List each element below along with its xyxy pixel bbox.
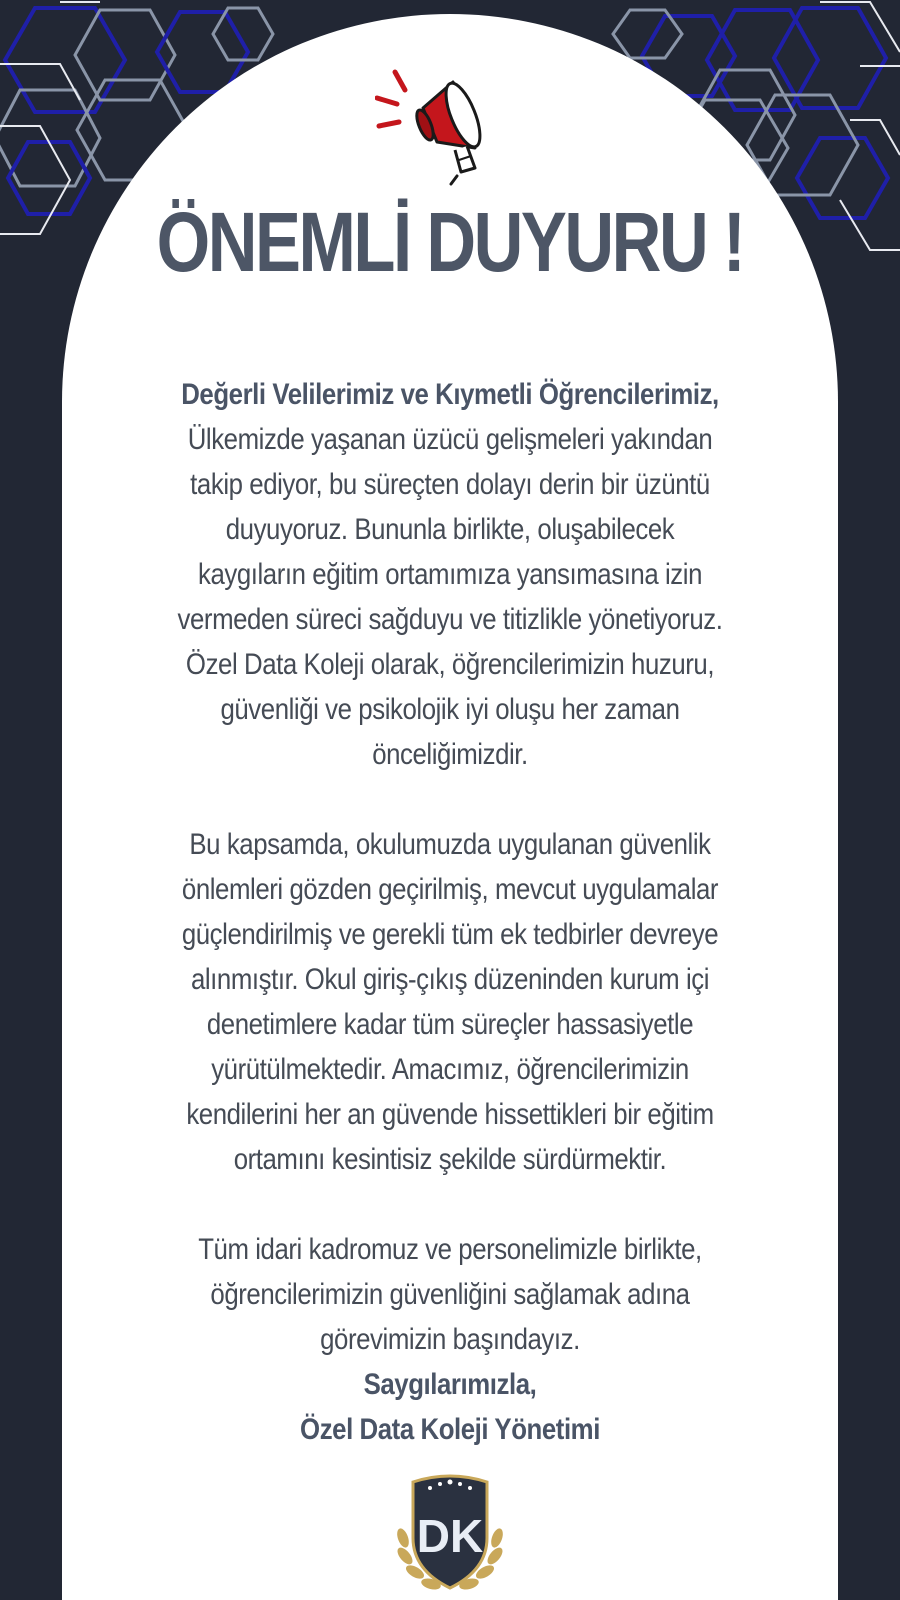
paragraph-3-line: öğrencilerimizin güvenliğini sağlamak adına (210, 1278, 690, 1311)
paragraph-2-line: yürütülmektedir. Amacımız, öğrencilerimizin (211, 1053, 689, 1086)
paragraph-1-line: Ülkemizde yaşanan üzücü gelişmeleri yakından (187, 423, 713, 456)
logo-letters: DK (416, 1510, 484, 1562)
paragraph-1-line: önceliğimizdir. (372, 738, 528, 771)
school-crest-logo (385, 1468, 515, 1598)
paragraph-3-line: Tüm idari kadromuz ve personelimizle birlikte, (198, 1233, 702, 1266)
announcement-body (80, 372, 820, 1452)
paragraph-1-line: Özel Data Koleji olarak, öğrencilerimizin huzuru, (185, 648, 715, 681)
signature: Özel Data Koleji Yönetimi (300, 1413, 600, 1446)
paragraph-spacer (132, 1182, 768, 1227)
paragraph-1-line: kaygıların eğitim ortamımıza yansımasına izin (197, 558, 703, 591)
paragraph-2-line: kendilerini her an güvende hissettikleri bir eğitim (186, 1098, 714, 1131)
paragraph-2-line: önlemleri gözden geçirilmiş, mevcut uygulamalar (181, 873, 719, 906)
greeting: Değerli Velilerimiz ve Kıymetli Öğrencilerimiz, (181, 378, 719, 411)
paragraph-1-line: güvenliği ve psikolojik iyi oluşu her zaman (220, 693, 680, 726)
paragraph-2-line: güçlendirilmiş ve gerekli tüm ek tedbirler devreye (181, 918, 719, 951)
paragraph-1-line: vermeden süreci sağduyu ve titizlikle yönetiyoruz. (177, 603, 723, 636)
paragraph-1-line: takip ediyor, bu süreçten dolayı derin bir üzüntü (190, 468, 710, 501)
announcement-content (80, 0, 820, 1600)
megaphone-icon (375, 68, 525, 188)
paragraph-2-line: Bu kapsamda, okulumuzda uygulanan güvenlik (189, 828, 711, 861)
page-title: ÖNEMLİ DUYURU ! (156, 195, 744, 289)
closing-text: Saygılarımızla, (363, 1368, 537, 1401)
paragraph-1-line: duyuyoruz. Bununla birlikte, oluşabilecek (225, 513, 675, 546)
paragraph-3-line: görevimizin başındayız. (320, 1323, 580, 1356)
paragraph-2-line: ortamını kesintisiz şekilde sürdürmektir. (233, 1143, 667, 1176)
paragraph-2-line: denetimlere kadar tüm süreçler hassasiyetle (206, 1008, 694, 1041)
paragraph-spacer (132, 777, 768, 822)
paragraph-2-line: alınmıştır. Okul giriş-çıkış düzeninden kurum içi (190, 963, 710, 996)
